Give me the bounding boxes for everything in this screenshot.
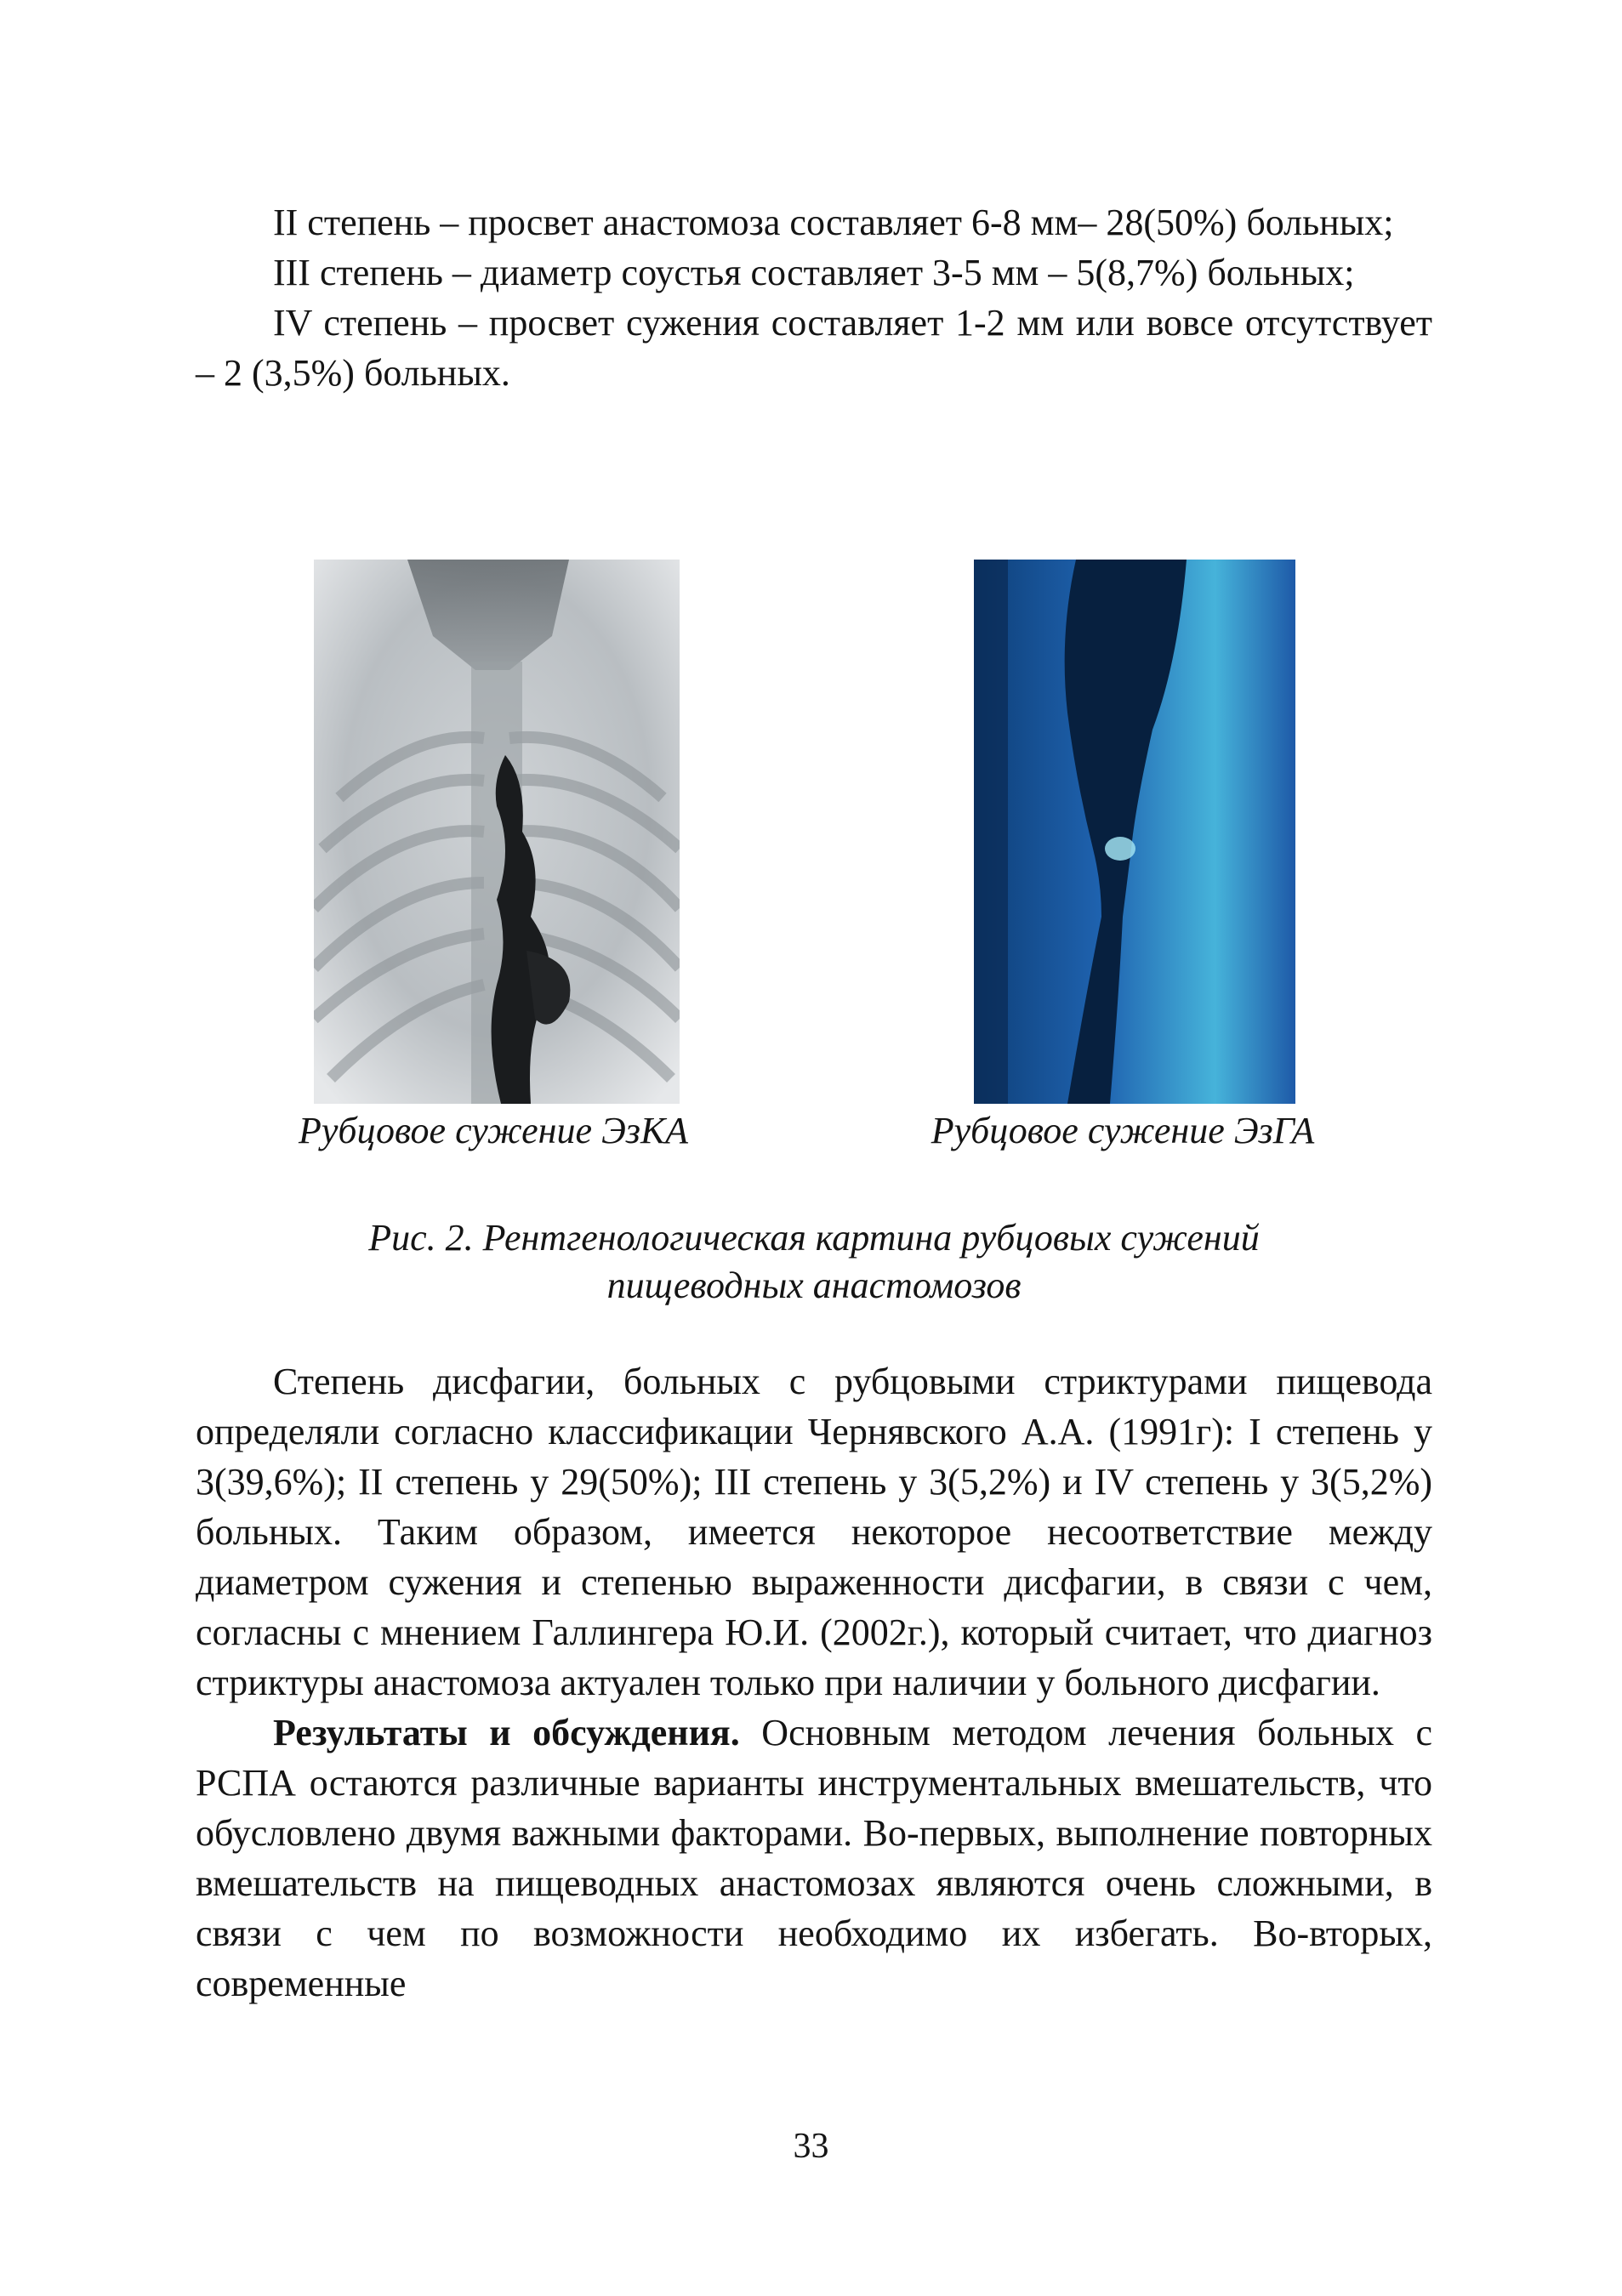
page-number: 33 <box>793 2127 829 2166</box>
xray-ezga-drawing <box>974 560 1295 1104</box>
degree-list <box>196 197 1432 398</box>
degree-iv-paragraph: IV степень – просвет сужения составляет 1-2 мм или вовсе отсутствует – 2 (3,5%) больных. <box>196 302 1432 394</box>
figure-caption-line-2: пищеводных анастомозов <box>606 1265 1022 1306</box>
figure-caption <box>196 1214 1432 1310</box>
figure-label-ezga: Рубцовое сужение ЭзГА <box>931 1110 1315 1151</box>
xray-image-ezka <box>314 560 680 1104</box>
results-heading: Результаты и обсуждения. <box>273 1712 740 1753</box>
body-text <box>196 1356 1432 2009</box>
degree-ii-paragraph: II степень – просвет анастомоза составляет 6-8 мм– 28(50%) больных; <box>273 202 1394 243</box>
xray-image-ezga <box>974 560 1295 1104</box>
degree-iii-paragraph: III степень – диаметр соустья составляет 3-5 мм – 5(8,7%) больных; <box>273 252 1355 293</box>
figure-caption-line-1: Рис. 2. Рентгенологическая картина рубцовых сужений <box>368 1217 1260 1259</box>
xray-ezka-drawing <box>314 560 680 1104</box>
figure-label-ezka: Рубцовое сужение ЭзКА <box>298 1110 689 1151</box>
dysphagia-paragraph: Степень дисфагии, больных с рубцовыми стриктурами пищевода определяли согласно классификации Чернявского А.А. (1991г): I степень у 3(39,6%); II степень у 29(50%); III степень у 3(5,2%) и IV степень у 3(5,2%) больных. Таким образом, имеется некоторое несоответствие между диаметром сужения и степенью выраженности дисфагии, в связи с чем, согласны с мнением Галлингера Ю.И. (2002г.), который считает, что диагноз стриктуры анастомоза актуален только при наличии у больного дисфагии. <box>196 1361 1432 1703</box>
results-paragraph <box>196 1708 1432 2009</box>
results-text: Основным методом лечения больных с РСПА остаются различные варианты инструментальных вмешательств, что обусловлено двумя важными факторами. Во-первых, выполнение повторных вмешательств на пищеводных анастомозах являются очень сложными, в связи с чем по возможности необходимо их избегать. Во-вторых, современные <box>196 1712 1433 2004</box>
